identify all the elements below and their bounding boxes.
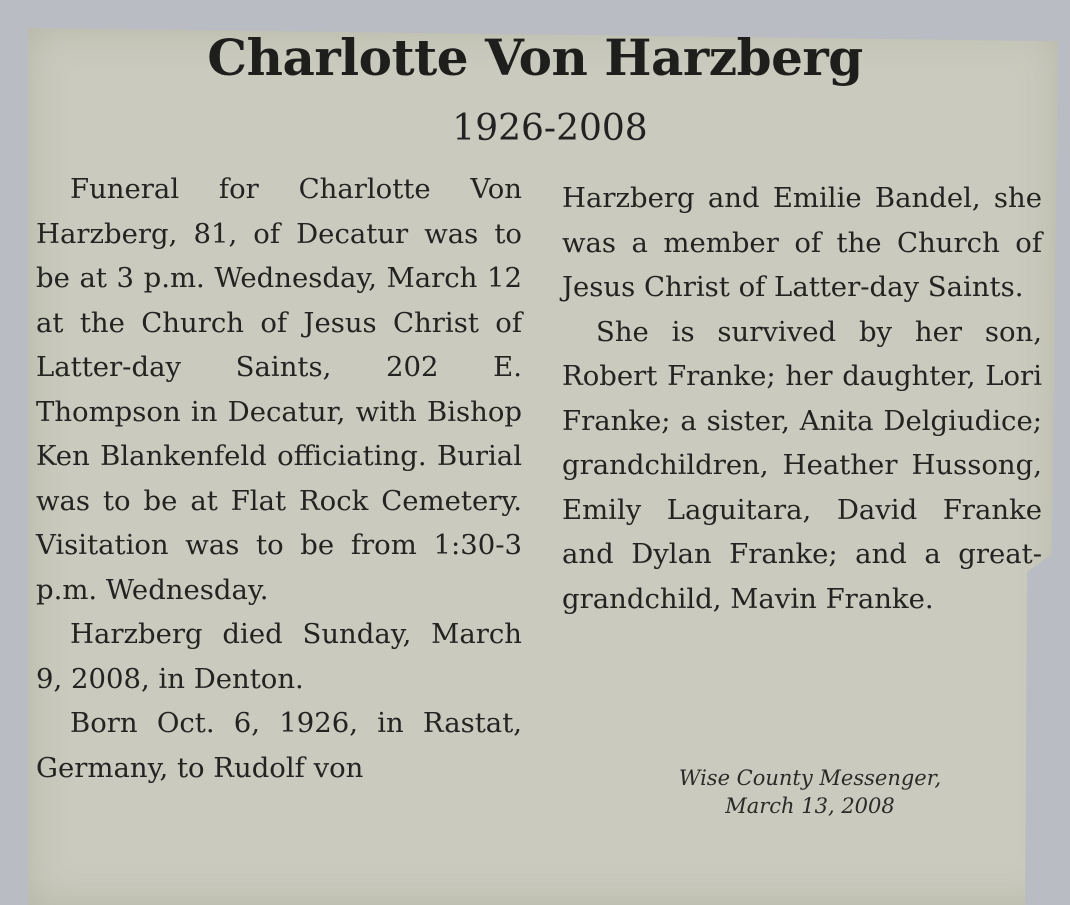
paragraph-death: Harzberg died Sunday, March 9, 2008, in Denton.	[36, 618, 522, 695]
paragraph-funeral: Funeral for Charlotte Von Harzberg, 81, of Decatur was to be at 3 p.m. Wednesday, March 12 at the Church of Jesus Christ of Latter-day Saints, 202 E. Thompson in Decatur, with Bishop Ken Blankenfeld officiating. Burial was to be at Flat Rock Cemetery. Visitation was to be from 1:30-3 p.m. Wednesday.	[36, 173, 522, 606]
source-date: March 13, 2008	[725, 794, 895, 818]
source-credit	[640, 764, 980, 820]
obituary-name: Charlotte Von Harzberg	[207, 28, 863, 87]
obituary-column-right	[562, 176, 1042, 621]
paragraph-birth-continued: Harzberg and Emilie Bandel, she was a member of the Church of Jesus Christ of Latter-day Saints.	[562, 182, 1042, 303]
source-publication: Wise County Messenger,	[678, 766, 942, 790]
paragraph-birth: Born Oct. 6, 1926, in Rastat, Germany, to Rudolf von	[36, 707, 522, 784]
obituary-years: 1926-2008	[452, 108, 648, 149]
obituary-column-left	[36, 167, 522, 790]
paragraph-survivors: She is survived by her son, Robert Franke; her daughter, Lori Franke; a sister, Anita Delgiudice; grandchildren, Heather Hussong, Emily Laguitara, David Franke and Dylan Franke; and a great-grandchild, Mavin Franke.	[562, 315, 1042, 615]
